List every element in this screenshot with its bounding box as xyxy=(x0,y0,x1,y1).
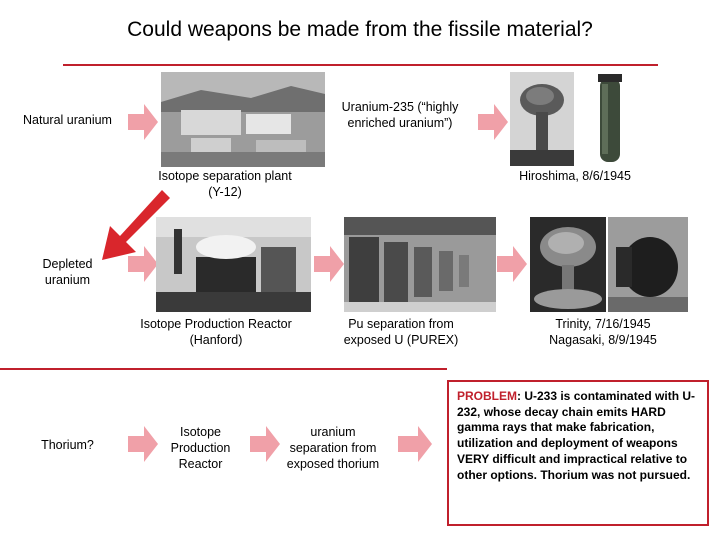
right-arrow-icon xyxy=(128,424,158,464)
control-room-photo xyxy=(344,217,496,312)
right-arrow-icon xyxy=(478,102,508,142)
heu-label: Uranium-235 (“highly enriched uranium”) xyxy=(341,100,459,130)
reactor-photo xyxy=(156,217,311,312)
problem-text: : U-233 is contaminated with U-232, whose decay chain emits HARD gamma rays that make fabrication, utilization and deployment of weapons VERY difficult and impractical relative to other options. Thorium was not pursued. xyxy=(457,389,696,482)
atomic-bomb-photo xyxy=(578,72,642,166)
y12-plant-caption: Isotope separation plant (Y-12) xyxy=(158,169,292,199)
thorium-reactor-label: Isotope Production Reactor xyxy=(170,425,231,471)
right-arrow-icon xyxy=(398,424,432,464)
mushroom-cloud-photo xyxy=(530,217,606,312)
atomic-bomb-photo xyxy=(608,217,688,312)
problem-keyword: PROBLEM xyxy=(457,389,517,403)
mushroom-cloud-photo xyxy=(510,72,574,166)
trinity-nagasaki-caption: Trinity, 7/16/1945 Nagasaki, 8/9/1945 xyxy=(549,317,657,347)
industrial-plant-photo xyxy=(161,72,325,167)
purex-caption: Pu separation from exposed U (PUREX) xyxy=(343,317,459,347)
title-divider xyxy=(63,64,658,66)
right-arrow-icon xyxy=(250,424,280,464)
hiroshima-caption: Hiroshima, 8/6/1945 xyxy=(519,169,631,183)
depleted-uranium-label: Depleted uranium xyxy=(42,257,93,287)
right-arrow-icon xyxy=(314,244,344,284)
right-arrow-icon xyxy=(497,244,527,284)
right-arrow-icon xyxy=(128,244,158,284)
right-arrow-icon xyxy=(128,102,158,142)
page-title: Could weapons be made from the fissile material? xyxy=(127,18,593,41)
problem-box xyxy=(447,380,709,526)
thorium-separation-label: uranium separation from exposed thorium xyxy=(286,425,380,471)
hanford-caption: Isotope Production Reactor (Hanford) xyxy=(140,317,292,347)
natural-uranium-label: Natural uranium xyxy=(23,113,112,127)
section-divider xyxy=(0,368,447,370)
thorium-label: Thorium? xyxy=(41,438,94,452)
